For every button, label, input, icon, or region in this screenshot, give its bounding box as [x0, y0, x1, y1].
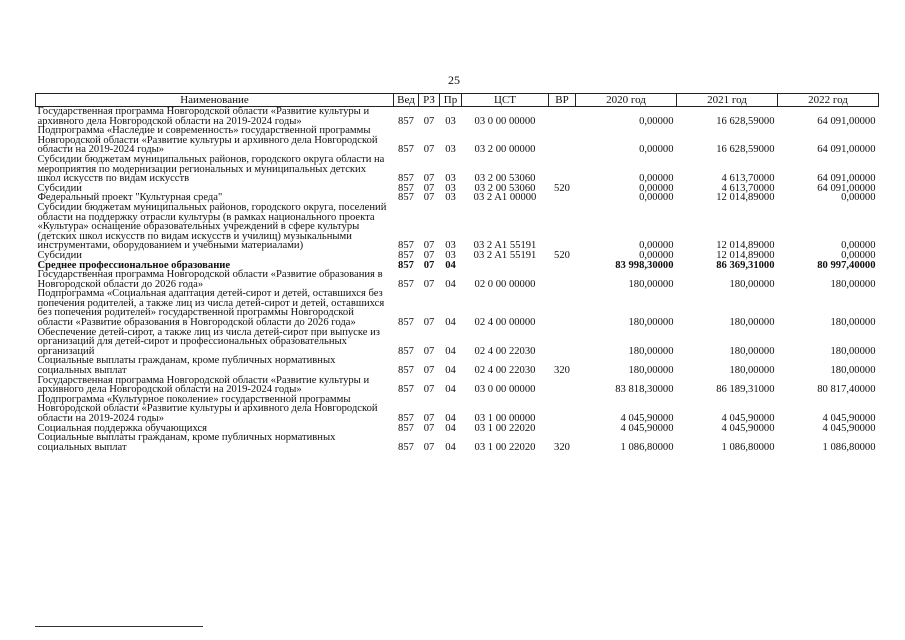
- row-2021: 180,00000: [729, 345, 775, 357]
- row-2022: 180,00000: [830, 317, 876, 329]
- row-vr: [549, 193, 576, 203]
- row-cst: 02 0 00 00000: [474, 278, 536, 290]
- row-ved: 857: [398, 173, 414, 185]
- row-pr: 04: [445, 345, 456, 357]
- row-vr: 320: [554, 441, 570, 453]
- table-row: [36, 155, 879, 184]
- row-rz: 07: [423, 182, 435, 194]
- row-ved: 857: [398, 413, 414, 424]
- row-name: Субсидии бюджетам муниципальных районов, городского округа, поселений области на поддержку отрасли культуры (в рамках национального проекта «Культура» оснащение образовательных учреждений в сфере культуры (детских школ искусств по видам искусств и училищ) музыкальными инструментами, оборудованием и учебными материалами): [37, 201, 387, 252]
- row-name: Подпрограмма «Наследие и современность» государственной программы Новгородской области «Развитие культуры и архивного дела Новгородской области на 2019-2024 годы»: [37, 125, 378, 156]
- row-vr: [549, 126, 576, 155]
- row-2021: 180,00000: [729, 365, 775, 377]
- header-ved: Вед: [394, 94, 419, 107]
- row-2020: 180,00000: [628, 278, 674, 290]
- row-2020: 180,00000: [628, 365, 674, 377]
- row-2020: 180,00000: [628, 345, 674, 357]
- row-name: Среднее профессиональное образование: [37, 259, 231, 271]
- header-name: Наименование: [36, 94, 394, 107]
- row-ved: 857: [398, 259, 414, 271]
- row-pr: 04: [445, 365, 456, 377]
- table-row: [36, 126, 879, 155]
- row-vr: [549, 328, 576, 357]
- row-2022: 180,00000: [830, 278, 876, 290]
- row-rz: 07: [423, 259, 435, 271]
- row-ved: 857: [398, 192, 414, 204]
- row-2020: 1 086,80000: [620, 441, 674, 453]
- row-cst: 02 4 00 22030: [474, 345, 536, 357]
- row-2022: 4 045,90000: [822, 413, 876, 424]
- row-vr: 320: [554, 365, 570, 377]
- row-cst: 03 2 00 53060: [474, 182, 536, 194]
- row-2021: 4 613,70000: [721, 182, 775, 194]
- row-2020: 83 818,30000: [615, 384, 674, 396]
- row-cst: 03 2 A1 00000: [473, 192, 537, 204]
- row-2022: 64 091,00000: [817, 115, 876, 127]
- row-ved: 857: [398, 422, 414, 434]
- row-rz: 07: [423, 422, 435, 434]
- row-2022: 64 091,00000: [817, 144, 876, 156]
- row-cst: 03 0 00 00000: [474, 115, 536, 127]
- row-pr: 04: [445, 413, 456, 424]
- row-rz: 07: [423, 384, 435, 396]
- table-row: [36, 433, 879, 452]
- row-cst: [462, 261, 549, 271]
- table-row: [36, 328, 879, 357]
- table-header-row: [36, 94, 879, 107]
- row-cst: 03 1 00 22020: [474, 441, 536, 453]
- row-2021: 4 613,70000: [721, 173, 775, 185]
- row-ved: 857: [398, 384, 414, 396]
- row-ved: 857: [398, 240, 414, 252]
- row-2020: 0,00000: [639, 249, 674, 261]
- header-pr: Пр: [440, 94, 462, 107]
- row-2020: 4 045,90000: [620, 422, 674, 434]
- row-rz: 07: [423, 173, 435, 185]
- row-2021: 12 014,89000: [716, 192, 775, 204]
- row-rz: 07: [423, 365, 435, 377]
- row-2022: 64 091,00000: [817, 173, 876, 185]
- row-2020: 83 998,30000: [615, 259, 674, 271]
- row-name: Субсидии: [37, 249, 82, 261]
- row-name: Государственная программа Новгородской области «Развитие образования в Новгородской области до 2026 года»: [37, 269, 383, 290]
- header-2021: 2021 год: [677, 94, 778, 107]
- row-pr: 04: [445, 441, 456, 453]
- table-row: [36, 203, 879, 251]
- row-ved: 857: [398, 182, 414, 194]
- row-vr: 520: [554, 182, 570, 194]
- row-cst: 03 2 A1 55191: [473, 240, 537, 252]
- row-cst: 03 1 00 22020: [474, 422, 536, 434]
- row-rz: 07: [423, 345, 435, 357]
- row-2022: 4 045,90000: [822, 422, 876, 434]
- row-name: Государственная программа Новгородской области «Развитие культуры и архивного дела Новгородской области на 2019-2024 годы»: [37, 106, 370, 127]
- row-pr: 03: [445, 192, 456, 204]
- row-2020: 180,00000: [628, 317, 674, 329]
- row-rz: 07: [423, 441, 435, 453]
- row-pr: 03: [445, 115, 456, 127]
- row-cst: 03 1 00 00000: [474, 413, 536, 424]
- row-rz: 07: [423, 240, 435, 252]
- budget-table: [35, 93, 879, 452]
- header-vr: ВР: [549, 94, 576, 107]
- row-2020: 0,00000: [639, 115, 674, 127]
- table-row: [36, 107, 879, 127]
- row-2021: 4 045,90000: [721, 422, 775, 434]
- row-pr: 04: [445, 384, 456, 396]
- page-number: 25: [448, 73, 460, 87]
- header-cst: ЦСТ: [462, 94, 549, 107]
- row-rz: 07: [423, 413, 435, 424]
- row-name: Субсидии бюджетам муниципальных районов, городского округа области на мероприятия по модернизации региональных и муниципальных детских школ искусств по видам искусств: [37, 153, 385, 185]
- row-ved: 857: [398, 144, 414, 156]
- row-2021: 180,00000: [729, 317, 775, 329]
- row-vr: [549, 155, 576, 184]
- row-2021: 86 189,31000: [716, 384, 775, 396]
- row-2021: 86 369,31000: [716, 259, 775, 271]
- row-pr: 04: [445, 317, 456, 329]
- row-2022: 64 091,00000: [817, 182, 876, 194]
- table-row: [36, 270, 879, 289]
- row-2021: 1 086,80000: [721, 441, 775, 453]
- row-pr: 03: [445, 240, 456, 252]
- row-2022: 0,00000: [841, 192, 876, 204]
- footnote-divider: [35, 626, 203, 627]
- row-name: Подпрограмма «Социальная адаптация детей-сирот и детей, оставшихся без попечения родителей, а также лиц из числа детей-сирот и детей, оставшихся без попечения родителей» государственной программы Новгородской области «Развитие образования в Новгородской области до 2026 года»: [37, 288, 385, 329]
- row-2021: 180,00000: [729, 278, 775, 290]
- row-2020: 0,00000: [639, 192, 674, 204]
- row-cst: 02 4 00 00000: [474, 317, 536, 329]
- row-2020: 4 045,90000: [620, 413, 674, 424]
- row-pr: 03: [445, 182, 456, 194]
- row-vr: [549, 107, 576, 127]
- row-ved: 857: [398, 249, 414, 261]
- row-2021: 12 014,89000: [716, 240, 775, 252]
- row-ved: 857: [398, 345, 414, 357]
- row-vr: [549, 424, 576, 434]
- row-vr: [549, 395, 576, 424]
- row-name: Субсидии: [37, 182, 82, 194]
- row-2021: 16 628,59000: [716, 144, 775, 156]
- row-cst: 03 0 00 00000: [474, 384, 536, 396]
- row-rz: 07: [423, 192, 435, 204]
- row-pr: 04: [445, 278, 456, 290]
- row-pr: 03: [445, 144, 456, 156]
- table-row: [36, 289, 879, 327]
- row-2022: 0,00000: [841, 249, 876, 261]
- row-2020: 0,00000: [639, 182, 674, 194]
- row-pr: 04: [445, 259, 456, 271]
- row-2022: 80 817,40000: [817, 384, 876, 396]
- row-2020: 0,00000: [639, 144, 674, 156]
- row-pr: 04: [445, 422, 456, 434]
- row-cst: 03 2 00 00000: [474, 144, 536, 156]
- row-name: Обеспечение детей-сирот, а также лиц из числа детей-сирот при выпуске из организаций для детей-сирот и профессиональных образовательных организаций: [37, 326, 380, 357]
- row-2022: 1 086,80000: [822, 441, 876, 453]
- row-name: Государственная программа Новгородской области «Развитие культуры и архивного дела Новгородской области на 2019-2024 годы»: [37, 374, 370, 396]
- row-ved: 857: [398, 441, 414, 453]
- row-name: Социальные выплаты гражданам, кроме публичных нормативных социальных выплат: [37, 432, 336, 453]
- table-row: [36, 376, 879, 395]
- header-2020: 2020 год: [576, 94, 677, 107]
- row-rz: 07: [423, 144, 435, 156]
- row-2021: 16 628,59000: [716, 115, 775, 127]
- header-rz: РЗ: [419, 94, 440, 107]
- row-ved: 857: [398, 278, 414, 290]
- row-pr: 03: [445, 173, 456, 185]
- row-2022: 180,00000: [830, 365, 876, 377]
- row-cst: 02 4 00 22030: [474, 365, 536, 377]
- row-cst: 03 2 A1 55191: [473, 249, 537, 261]
- row-name: Социальная поддержка обучающихся: [37, 422, 208, 434]
- row-2021: 4 045,90000: [721, 413, 775, 424]
- row-vr: [549, 376, 576, 395]
- row-2021: 12 014,89000: [716, 249, 775, 261]
- row-cst: 03 2 00 53060: [474, 173, 536, 185]
- table-row: [36, 395, 879, 424]
- row-rz: 07: [423, 278, 435, 290]
- row-name: Социальные выплаты гражданам, кроме публичных нормативных социальных выплат: [37, 355, 336, 377]
- row-vr: [549, 203, 576, 251]
- header-2022: 2022 год: [778, 94, 879, 107]
- row-pr: 03: [445, 249, 456, 261]
- row-vr: [549, 270, 576, 289]
- table-row: [36, 356, 879, 375]
- row-2020: 0,00000: [639, 240, 674, 252]
- row-2020: 0,00000: [639, 173, 674, 185]
- row-vr: 520: [554, 249, 570, 261]
- row-name: Федеральный проект "Культурная среда": [37, 192, 223, 204]
- row-ved: 857: [398, 365, 414, 377]
- row-2022: 180,00000: [830, 345, 876, 357]
- row-2022: 0,00000: [841, 240, 876, 252]
- row-ved: 857: [398, 317, 414, 329]
- row-vr: [549, 261, 576, 271]
- row-rz: 07: [423, 317, 435, 329]
- row-name: Подпрограмма «Культурное поколение» государственной программы Новгородской области «Развитие культуры и архивного дела Новгородской области на 2019-2024 годы»: [37, 393, 378, 424]
- row-ved: 857: [398, 115, 414, 127]
- row-rz: 07: [423, 249, 435, 261]
- row-vr: [549, 289, 576, 327]
- row-rz: 07: [423, 115, 435, 127]
- row-2022: 80 997,40000: [817, 259, 876, 271]
